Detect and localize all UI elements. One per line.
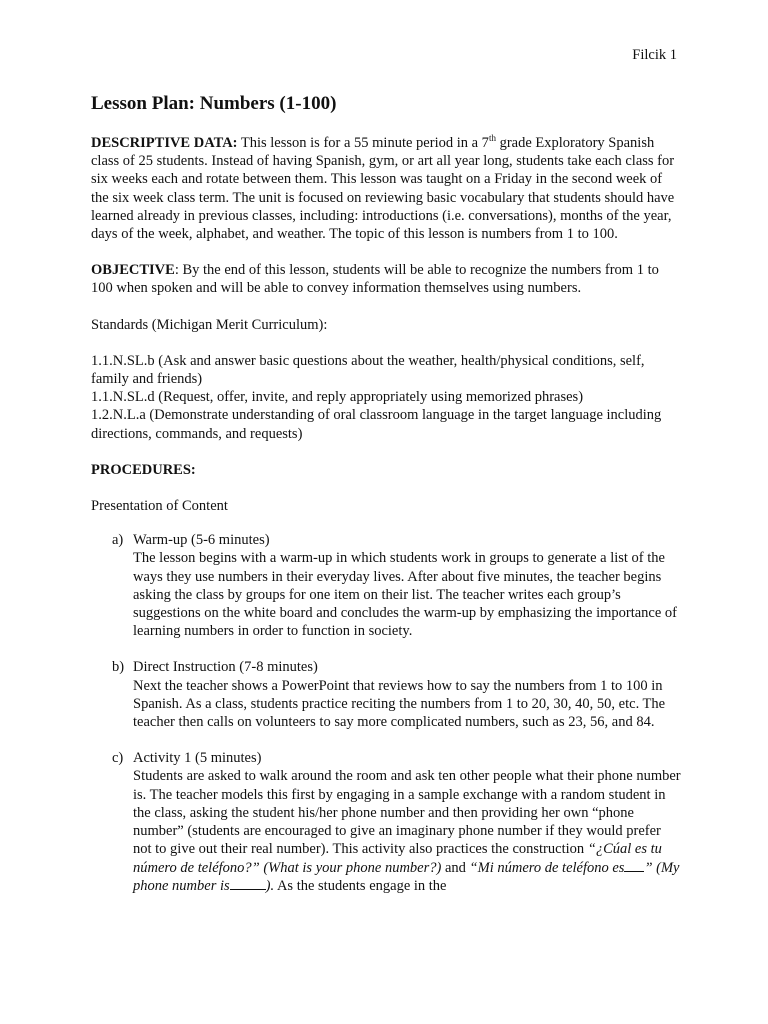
procedure-item-activity-1 [91, 749, 681, 895]
objective-paragraph [91, 261, 681, 297]
page-title: Lesson Plan: Numbers (1-100) [91, 93, 337, 114]
objective-label: OBJECTIVE [91, 262, 175, 279]
procedure-item-warmup [91, 531, 681, 640]
item-marker: b) [112, 659, 125, 676]
grade-superscript: th [488, 133, 496, 144]
standard-item: 1.2.N.L.a (Demonstrate understanding of oral classroom language in the target language including directions, commands, and requests) [91, 407, 662, 442]
standard-item: 1.1.N.SL.b (Ask and answer basic questions about the weather, health/physical conditions, self, family and friends) [91, 352, 645, 388]
item-text [133, 767, 681, 894]
item-title: Activity 1 (5 minutes) [133, 750, 262, 767]
standards-heading: Standards (Michigan Merit Curriculum): [91, 316, 328, 333]
item-title: Direct Instruction (7-8 minutes) [133, 659, 318, 676]
procedures-label: PROCEDURES: [91, 461, 196, 478]
item-text: The lesson begins with a warm-up in which students work in groups to generate a list of the ways they use numbers in their everyday lives. After about five minutes, the teacher begins asking the class by groups for one item on their list. The teacher writes each group’s suggestions on the white board and concludes the warm-up by emphasizing the importance of learning numbers in order to function in society. [133, 550, 678, 640]
descriptive-text-b: grade Exploratory Spanish class of 25 students. Instead of having Spanish, gym, or art all year long, students take each class for six weeks each and rotate between them. This lesson was taught on a Friday in the second week of the six week class term. The unit is focused on reviewing basic vocabulary that students should have learned already in previous classes, including: introductions (i.e. conversations), months of the year, days of the week, alphabet, and weather. The topic of this lesson is numbers from 1 to 100. [91, 135, 675, 243]
blank-line [624, 859, 644, 872]
running-head: Filcik 1 [632, 47, 677, 63]
activity-conjunction: and [441, 859, 470, 876]
item-text: Next the teacher shows a PowerPoint that reviews how to say the numbers from 1 to 100 in Spanish. As a class, students practice reciting the numbers from 1 to 20, 30, 40, 50, etc. The teacher then calls on volunteers to say more complicated numbers, such as 23, 56, and 84. [133, 677, 666, 731]
item-marker: a) [112, 532, 124, 549]
descriptive-text-a: This lesson is for a 55 minute period in a 7 [237, 135, 489, 151]
spanish-answer-start: “Mi número de teléfono es [469, 859, 625, 876]
item-title: Warm-up (5-6 minutes) [133, 532, 270, 549]
spanish-answer-translation: ” (My phone number is [133, 859, 680, 894]
blank-line [230, 877, 266, 890]
spanish-answer-end: ). [265, 877, 275, 894]
descriptive-data-paragraph [91, 134, 681, 243]
presentation-subheading: Presentation of Content [91, 498, 228, 515]
procedures-heading [91, 461, 681, 479]
standards-list [91, 352, 681, 443]
item-marker: c) [112, 750, 124, 767]
procedure-item-direct-instruction [91, 658, 681, 731]
descriptive-data-label: DESCRIPTIVE DATA: [91, 135, 238, 151]
activity-text-c: As the students engage in the [274, 877, 447, 894]
procedure-list [91, 531, 681, 895]
document-body [91, 134, 681, 913]
activity-text-a: Students are asked to walk around the room and ask ten other people what their phone number is. The teacher models this first by engaging in a sample exchange with a random student in the class, asking the student his/her phone number and then providing her own “phone number” (students are encouraged to give an imaginary phone number if they would prefer not to give out their real number). This activity also practices the construction [133, 768, 681, 858]
standard-item: 1.1.N.SL.d (Request, offer, invite, and reply appropriately using memorized phrases) [91, 389, 584, 406]
objective-text: : By the end of this lesson, students will be able to recognize the numbers from 1 to 100 when spoken and will be able to convey information themselves using numbers. [91, 262, 659, 297]
spanish-question: “¿Cúal es tu número de teléfono?” (What is your phone number?) [133, 841, 662, 876]
